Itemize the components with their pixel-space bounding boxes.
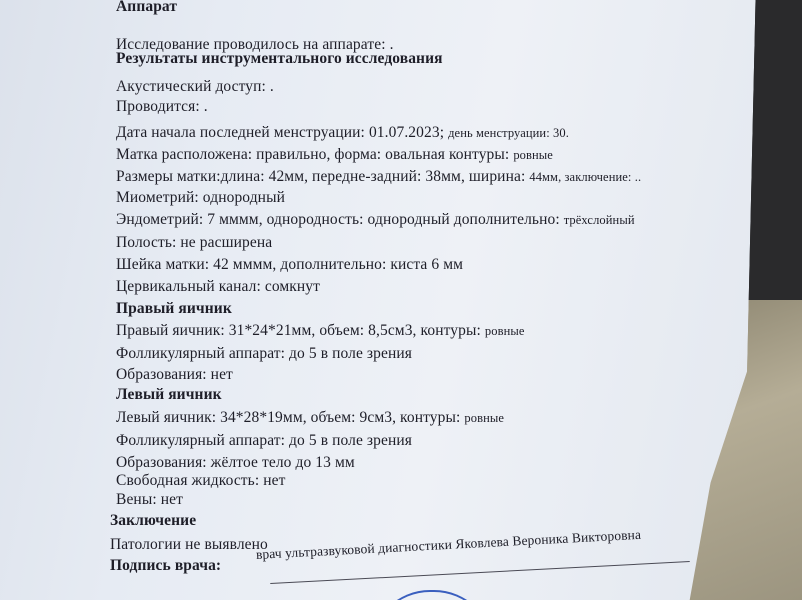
- uterus-size-line: [116, 168, 641, 186]
- endometrium-main: Эндометрий: 7 мммм, однородность: однородный дополнительно:: [116, 211, 560, 228]
- left-follicles-line: Фолликулярный аппарат: до 5 в поле зрения: [116, 432, 412, 449]
- left-ovary-line: [116, 409, 504, 427]
- left-formations-line: Образования: жёлтое тело до 13 мм: [116, 454, 355, 471]
- left-ovary-main: Левый яичник: 34*28*19мм, объем: 9см3, контуры:: [116, 409, 461, 426]
- right-ovary-heading: Правый яичник: [116, 300, 232, 317]
- device-heading: Аппарат: [116, 0, 178, 15]
- free-fluid-line: Свободная жидкость: нет: [116, 472, 286, 489]
- menstruation-small: день менструации: 30.: [448, 126, 569, 140]
- uterus-size-small: 44мм, заключение: ..: [529, 170, 642, 184]
- cervix-line: Шейка матки: 42 мммм, дополнительно: киста 6 мм: [116, 256, 464, 273]
- results-heading: Результаты инструментального исследования: [116, 50, 443, 67]
- conclusion-text: Патологии не выявлено: [110, 536, 268, 553]
- signature-label: Подпись врача:: [110, 557, 222, 574]
- veins-line: Вены: нет: [116, 491, 183, 508]
- right-formations-line: Образования: нет: [116, 366, 233, 383]
- performed-line: Проводится: .: [116, 98, 208, 115]
- right-follicles-line: Фолликулярный аппарат: до 5 в поле зрения: [116, 345, 412, 362]
- menstruation-line: [116, 124, 569, 142]
- endometrium-line: [116, 211, 635, 229]
- right-ovary-main: Правый яичник: 31*24*21мм, объем: 8,5см3, контуры:: [116, 322, 481, 339]
- stamp-mark: [370, 590, 494, 600]
- left-ovary-small: ровные: [464, 411, 505, 425]
- cervical-canal-line: Цервикальный канал: сомкнут: [116, 278, 321, 295]
- uterus-size-main: Размеры матки:длина: 42мм, передне-задний: 38мм, ширина:: [116, 168, 526, 185]
- endometrium-small: трёхслойный: [563, 213, 635, 227]
- uterus-position-line: [116, 146, 553, 164]
- access-line: Акустический доступ: .: [116, 78, 274, 95]
- uterus-position-main: Матка расположена: правильно, форма: овальная контуры:: [116, 146, 510, 163]
- right-ovary-small: ровные: [484, 324, 525, 338]
- left-ovary-heading: Левый яичник: [116, 386, 222, 403]
- cavity-line: Полость: не расширена: [116, 234, 273, 251]
- myometrium-line: Миометрий: однородный: [116, 189, 285, 206]
- device-line: Исследование проводилось на аппарате: .: [116, 36, 394, 53]
- signature-underline: [270, 561, 689, 584]
- conclusion-heading: Заключение: [110, 512, 197, 529]
- uterus-position-small: ровные: [513, 148, 553, 162]
- right-ovary-line: [116, 322, 525, 340]
- signature-value: врач ультразвуковой диагностики Яковлева Вероника Викторовна: [255, 526, 642, 562]
- menstruation-main: Дата начала последней менструации: 01.07.2023;: [116, 124, 445, 141]
